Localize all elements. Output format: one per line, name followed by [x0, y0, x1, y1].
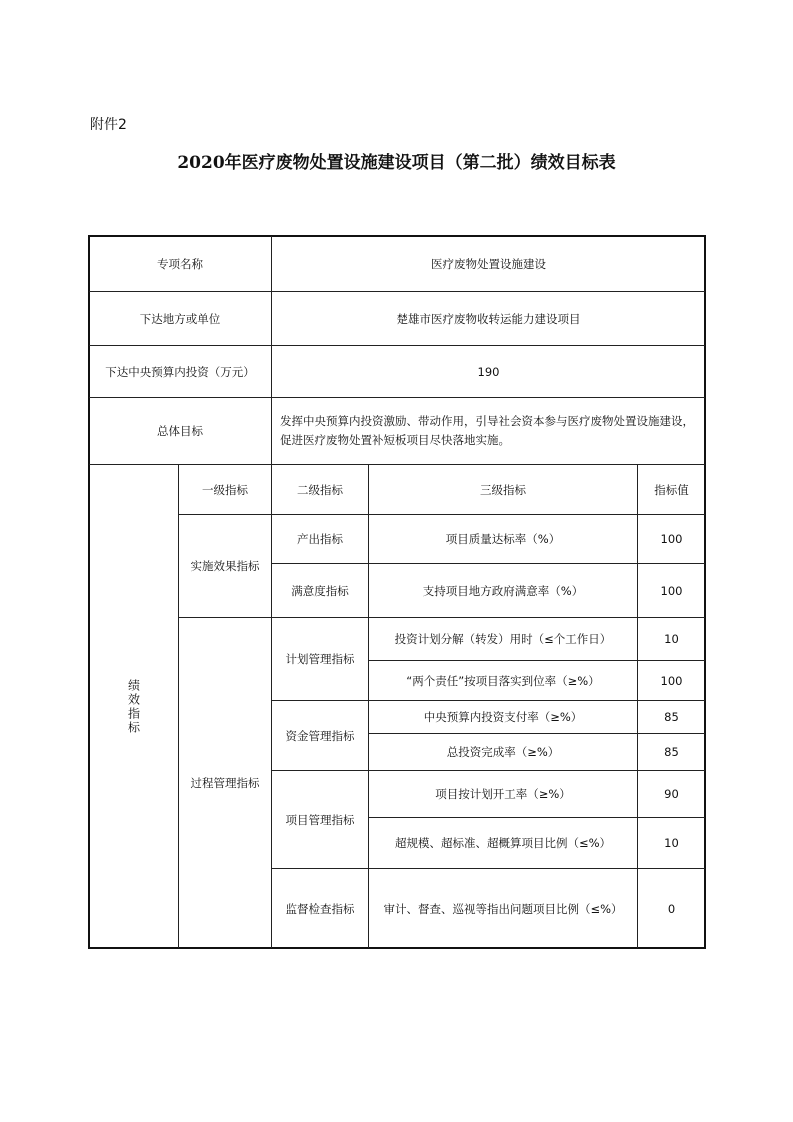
goal-label: 总体目标: [157, 424, 203, 438]
item-name: “两个责任”按项目落实到位率（≥%）: [406, 673, 600, 688]
item-value: 100: [660, 583, 683, 598]
unit-label: 下达地方或单位: [139, 311, 221, 326]
item-value: 0: [667, 901, 676, 916]
item-name: 投资计划分解（转发）用时（≤个工作日）: [394, 632, 612, 646]
group-process: 过程管理指标: [190, 776, 260, 790]
item-name: 超规模、超标准、超概算项目比例（≤%）: [394, 836, 612, 850]
project-name-value: 医疗废物处置设施建设: [431, 256, 546, 271]
goal-value: 发挥中央预算内投资激励、带动作用，引导社会资本参与医疗废物处置设施建设，促进医疗废物处置补短板项目尽快落地实施。: [280, 414, 694, 447]
item-value: 85: [664, 745, 679, 759]
indicators-section-label: 绩效指标: [126, 678, 141, 735]
item-value: 85: [664, 710, 679, 724]
level2-fund: 资金管理指标: [285, 728, 355, 743]
header-level1: 一级指标: [202, 482, 248, 497]
investment-value: 190: [477, 364, 500, 379]
item-name: 项目质量达标率（%）: [445, 532, 561, 546]
item-name: 总投资完成率（≥%）: [446, 745, 560, 759]
item-name: 中央预算内投资支付率（≥%）: [423, 710, 583, 724]
level2-satisfaction: 满意度指标: [291, 583, 349, 598]
item-name: 项目按计划开工率（≥%）: [435, 787, 571, 801]
level2-project: 项目管理指标: [285, 812, 355, 827]
header-value: 指标值: [654, 482, 689, 497]
level2-supervise: 监督检查指标: [285, 901, 355, 916]
level2-output: 产出指标: [297, 532, 343, 546]
attachment-label: 附件2: [90, 117, 127, 133]
item-value: 100: [660, 673, 683, 688]
item-value: 10: [664, 632, 679, 646]
group-effect: 实施效果指标: [190, 559, 260, 573]
header-level3: 三级指标: [480, 482, 526, 497]
item-value: 10: [664, 836, 679, 850]
item-value: 90: [664, 787, 679, 801]
header-level2: 二级指标: [297, 482, 343, 497]
item-name: 支持项目地方政府满意率（%）: [422, 583, 584, 598]
project-name-label: 专项名称: [157, 256, 203, 271]
level2-plan: 计划管理指标: [285, 652, 355, 666]
page-title: 2020年医疗废物处置设施建设项目（第二批）绩效目标表: [177, 153, 616, 173]
item-value: 100: [660, 532, 683, 546]
investment-label: 下达中央预算内投资（万元）: [105, 364, 255, 379]
item-name: 审计、督查、巡视等指出问题项目比例（≤%）: [383, 901, 623, 916]
unit-value: 楚雄市医疗废物收转运能力建设项目: [396, 311, 581, 326]
